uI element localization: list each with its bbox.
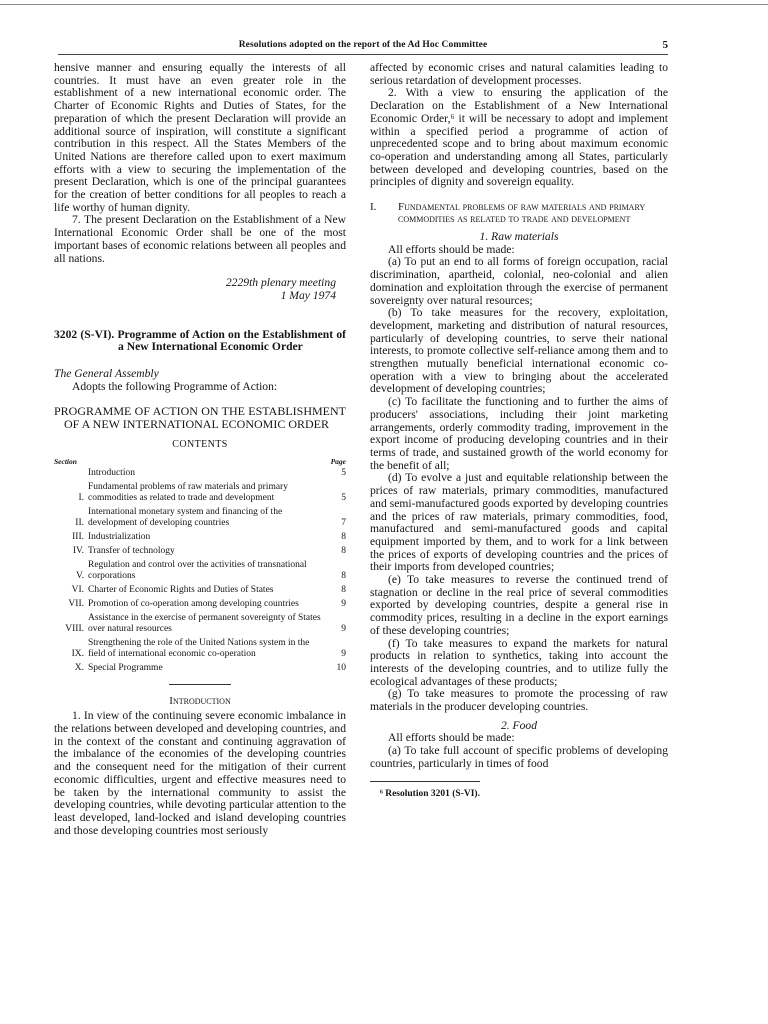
toc-entry-text: Promotion of co-operation among developing countries: [88, 598, 299, 609]
toc-section-number: V.: [75, 570, 84, 581]
meeting-line: 2229th plenary meeting: [225, 276, 336, 290]
section-divider: [169, 684, 231, 685]
raw-materials-item: (b) To take measures for the recovery, exploitation, development, marketing and distribution of natural resources, particularly of developing countries, to serve their national interests, to promote collective self-reliance among them and to strengthen mutually beneficial international economic co-operation with a view to bringing about the accelerated development of developing countries;: [370, 306, 668, 396]
toc-section-number: X.: [74, 662, 84, 673]
adopts-line: Adopts the following Programme of Action:: [72, 379, 278, 393]
toc-row: [54, 507, 346, 529]
toc-page-number: 10: [336, 662, 346, 673]
efforts-line-1: All efforts should be made:: [388, 242, 515, 256]
toc-section-number: IV.: [72, 545, 84, 556]
table-of-contents: [54, 456, 346, 674]
toc-entry-text: Special Programme: [88, 662, 163, 673]
paragraph-7: 7. The present Declaration on the Establishment of a New International Economic Order shall be one of the most important bases of economic relations between all peoples and all nations.: [54, 213, 346, 265]
raw-materials-item: (d) To evolve a just and equitable relationship between the prices of raw materials, primary commodities, manufactured and semi-manufactured goods exported by developing countries and the prices of raw materials, primary commodities, food, manufactured and semi-manufactured goods and capital equipment imported by them, and to work for a link between the prices of exports of developing countries and the prices of their imports from developed countries;: [370, 471, 668, 574]
toc-row: [54, 613, 346, 635]
section-i-heading: [370, 201, 668, 225]
paragraph-2: 2. With a view to ensuring the application of the Declaration on the Establishment of a New International Economic Order,⁶ it will be necessary to adopt and implement within a specified period a programme of action of unprecedented scope and to bring about maximum economic co-operation and understanding among all States, particularly between developed and developing countries, based on the principles of dignity and sovereign equality.: [370, 86, 668, 189]
raw-materials-item: (e) To take measures to reverse the continued trend of stagnation or decline in the real price of several commodities exported by developing countries, despite a general rise in commodity prices, resulting in a decline in the export earnings of these developing countries;: [370, 573, 668, 637]
toc-page-number: 8: [341, 584, 346, 595]
efforts-line-2: All efforts should be made:: [388, 731, 515, 745]
toc-page-number: 8: [341, 545, 346, 556]
right-column: [370, 62, 668, 800]
page-number: 5: [662, 39, 668, 51]
running-head: Resolutions adopted on the report of the Ad Hoc Committee: [238, 40, 488, 50]
toc-page-number: 8: [341, 531, 346, 542]
toc-entry-text: Regulation and control over the activities of transnational corporations: [88, 559, 307, 581]
raw-materials-item: (f) To take measures to expand the markets for natural products in relation to synthetics, taking into account the interests of the developing countries, and to utilize fully the ecological advantages of these products;: [370, 636, 668, 688]
section-number: I.: [370, 201, 377, 214]
toc-section-number: VI.: [71, 584, 84, 595]
toc-section-label: Section: [54, 456, 77, 466]
toc-page-number: 9: [341, 623, 346, 634]
toc-row: [54, 663, 346, 674]
toc-rows: [54, 468, 346, 674]
toc-entry-text: Introduction: [88, 467, 135, 478]
continued-paragraph-right: affected by economic crises and natural calamities leading to serious retardation of development processes.: [370, 61, 668, 87]
toc-row: [54, 560, 346, 582]
subheading-food: 2. Food: [500, 718, 538, 732]
toc-page-number: 7: [341, 517, 346, 528]
toc-section-number: II.: [75, 517, 84, 528]
toc-row: [54, 532, 346, 543]
toc-header: [54, 456, 346, 467]
toc-page-number: 9: [341, 598, 346, 609]
toc-section-number: VII.: [68, 598, 84, 609]
toc-entry-text: Transfer of technology: [88, 545, 175, 556]
raw-materials-item: (a) To put an end to all forms of foreign occupation, racial discrimination, apartheid, colonial, neo-colonial and alien domination and exploitation through the exercise of permanent sovereignty over natural resources;: [370, 255, 668, 307]
toc-row: [54, 468, 346, 479]
resolution-heading: 3202 (S-VI). Programme of Action on the Establishment of a New International Economic Order: [54, 327, 346, 354]
left-column: [54, 62, 346, 837]
footnote: ⁶ Resolution 3201 (S-VI).: [380, 788, 480, 799]
toc-page-number: 9: [341, 648, 346, 659]
continued-paragraph: hensive manner and ensuring equally the interests of all countries. It must have an even greater role in the establishment of a new international economic order. The Charter of Economic Rights and Duties of States, for the preparation of which the present Declaration will provide an additional source of inspiration, will constitute a significant contribution in this respect. All the States Members of the United Nations are therefore called upon to exert maximum efforts with a view to securing the implementation of the present Declaration, which is one of the principal guarantees for the creation of better conditions for all peoples to reach a life worthy of human dignity.: [54, 61, 346, 214]
footnote-divider: [370, 781, 480, 782]
general-assembly-label: The General Assembly: [54, 367, 159, 381]
introduction-heading: Introduction: [169, 694, 231, 707]
food-items: [370, 745, 668, 770]
raw-materials-items: [370, 256, 668, 713]
toc-page-number: 8: [341, 570, 346, 581]
contents-title: CONTENTS: [172, 438, 228, 450]
toc-row: [54, 585, 346, 596]
toc-row: [54, 482, 346, 504]
toc-entry-text: Fundamental problems of raw materials and primary commodities as related to trade and development: [88, 481, 288, 503]
toc-entry-text: Charter of Economic Rights and Duties of States: [88, 584, 274, 595]
section-title: Fundamental problems of raw materials and primary commodities as related to trade and development: [398, 201, 646, 226]
introduction-paragraph: 1. In view of the continuing severe economic imbalance in the relations between developed and developing countries, and in the context of the constant and continuing aggravation of the imbalance of the economies of the developing countries and the consequent need for the mitigation of their current economic difficulties, urgent and effective measures need to be taken by the international community to assist the developing countries, while devoting particular attention to the least developed, land-locked and island developing countries and those developing countries most seriously: [54, 709, 346, 837]
toc-entry-text: International monetary system and financing of the development of developing countries: [88, 506, 283, 528]
page-header: [58, 38, 668, 55]
toc-row: [54, 599, 346, 610]
meeting-date: 1 May 1974: [280, 288, 336, 302]
toc-entry-text: Strengthening the role of the United Nations system in the field of international economic co-operation: [88, 637, 310, 659]
toc-section-number: IX.: [71, 648, 84, 659]
food-item: (a) To take full account of specific problems of developing countries, particularly in times of food: [370, 744, 668, 770]
toc-row: [54, 638, 346, 660]
raw-materials-item: (g) To take measures to promote the processing of raw materials in the producer developing countries.: [370, 687, 668, 714]
toc-page-label: Page: [330, 456, 346, 466]
toc-section-number: III.: [72, 531, 84, 542]
toc-section-number: VIII.: [65, 623, 84, 634]
toc-section-number: I.: [78, 492, 84, 503]
raw-materials-item: (c) To facilitate the functioning and to further the aims of producers' associations, including their joint marketing arrangements, orderly commodity trading, improvement in the export income of producing developing countries and in their terms of trade, and sustained growth of the world economy for the benefit of all;: [370, 395, 668, 472]
toc-row: [54, 546, 346, 557]
programme-title: PROGRAMME OF ACTION ON THE ESTABLISHMENT OF A NEW INTERNATIONAL ECONOMIC ORDER: [54, 404, 346, 432]
toc-page-number: 5: [341, 467, 346, 478]
toc-entry-text: Industrialization: [88, 531, 151, 542]
toc-entry-text: Assistance in the exercise of permanent sovereignty of States over natural resources: [88, 612, 321, 634]
top-border-line: [0, 4, 768, 5]
subheading-raw-materials: 1. Raw materials: [479, 230, 559, 244]
toc-page-number: 5: [341, 492, 346, 503]
